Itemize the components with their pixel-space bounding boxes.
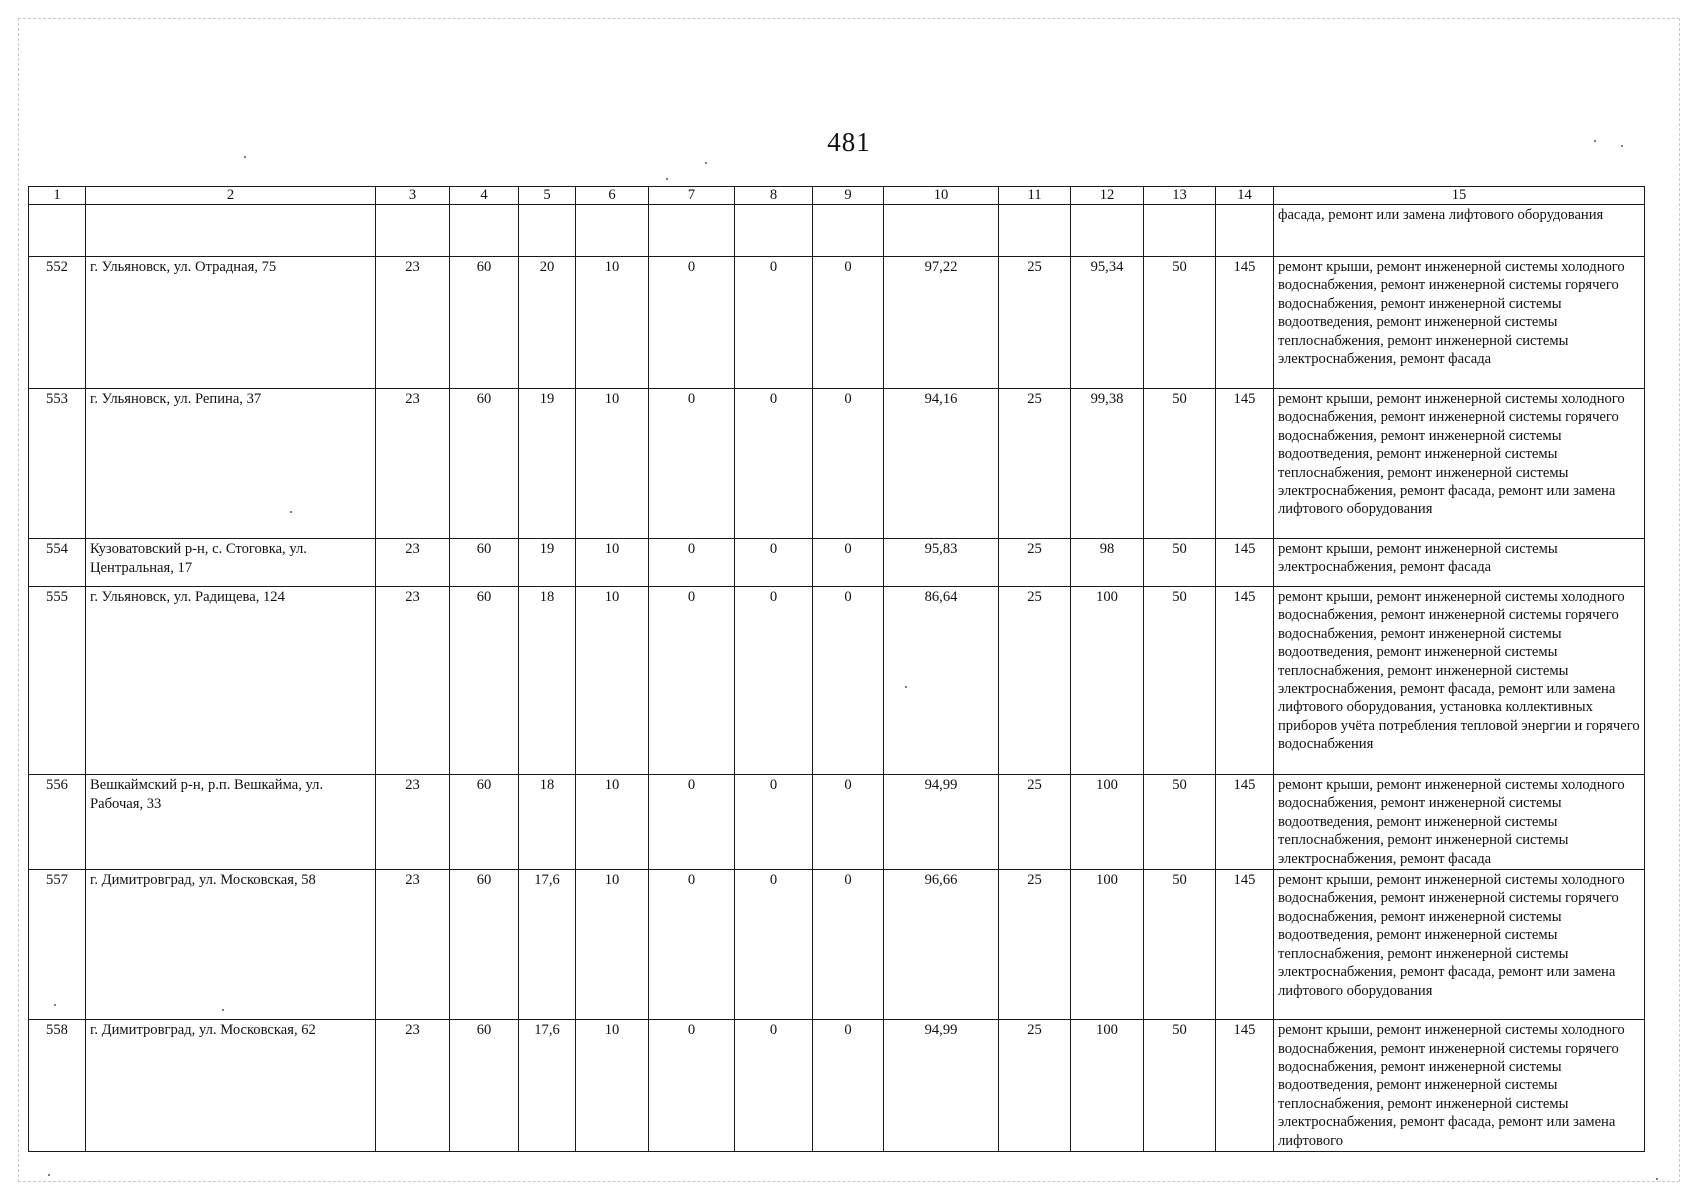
value-cell-col-11: 25 [999,775,1071,870]
value-cell-col-7: 0 [649,539,735,587]
value-cell-col-14: 145 [1216,539,1274,587]
value-cell-col-3: 23 [376,257,450,389]
value-cell-col-14: 145 [1216,775,1274,870]
row-number-cell: 553 [29,389,86,539]
address-cell: Кузоватовский р-н, с. Стоговка, ул. Центральная, 17 [86,539,376,587]
value-cell-col-10: 94,99 [884,1020,999,1152]
value-cell-col-8: 0 [735,775,813,870]
table-row [29,1020,1645,1152]
column-header: 14 [1216,187,1274,205]
value-cell-col-9: 0 [813,257,884,389]
value-cell-col-14: 145 [1216,389,1274,539]
scan-speck [54,1004,56,1006]
value-cell-col-5: 19 [519,539,576,587]
value-cell-col-11: 25 [999,389,1071,539]
value-cell-col-6: 10 [576,1020,649,1152]
value-cell-col-13: 50 [1144,775,1216,870]
value-cell-col-7: 0 [649,775,735,870]
value-cell-col-4: 60 [450,389,519,539]
works-cell: ремонт крыши, ремонт инженерной системы электроснабжения, ремонт фасада [1274,539,1645,587]
continuation-row [29,205,1645,257]
address-cell: г. Ульяновск, ул. Репина, 37 [86,389,376,539]
address-cell: Вешкаймский р-н, р.п. Вешкайма, ул. Рабочая, 33 [86,775,376,870]
table-row [29,389,1645,539]
column-header: 2 [86,187,376,205]
value-cell-col-4: 60 [450,775,519,870]
value-cell-col-4: 60 [450,1020,519,1152]
column-header: 5 [519,187,576,205]
scan-speck [244,156,246,158]
value-cell-col-13: 50 [1144,870,1216,1020]
value-cell-col-9: 0 [813,587,884,775]
row-number-cell: 556 [29,775,86,870]
value-cell-col-10: 95,83 [884,539,999,587]
value-cell-col-10: 97,22 [884,257,999,389]
value-cell-col-3: 23 [376,775,450,870]
column-header: 6 [576,187,649,205]
value-cell-col-6: 10 [576,870,649,1020]
column-header: 4 [450,187,519,205]
column-header: 13 [1144,187,1216,205]
works-cell: ремонт крыши, ремонт инженерной системы холодного водоснабжения, ремонт инженерной системы водоотведения, ремонт инженерной системы теплоснабжения, ремонт инженерной системы электроснабжения, ремонт фасада [1274,775,1645,870]
column-header: 9 [813,187,884,205]
row-number-cell: 552 [29,257,86,389]
works-cell: ремонт крыши, ремонт инженерной системы холодного водоснабжения, ремонт инженерной системы горячего водоснабжения, ремонт инженерной системы водоотведения, ремонт инженерной системы теплоснабжения, ремонт инженерной системы электроснабжения, ремонт фасада, ремонт или замена лифтового [1274,1020,1645,1152]
address-cell: г. Димитровград, ул. Московская, 62 [86,1020,376,1152]
column-header: 11 [999,187,1071,205]
address-cell: г. Димитровград, ул. Московская, 58 [86,870,376,1020]
scan-speck [705,162,707,164]
table-row [29,775,1645,870]
works-cell: ремонт крыши, ремонт инженерной системы холодного водоснабжения, ремонт инженерной системы горячего водоснабжения, ремонт инженерной системы водоотведения, ремонт инженерной системы теплоснабжения, ремонт инженерной системы электроснабжения, ремонт фасада, ремонт или замена лифтового оборудования [1274,870,1645,1020]
scan-speck [666,178,668,180]
value-cell-col-4: 60 [450,587,519,775]
value-cell-col-13: 50 [1144,389,1216,539]
works-cell: фасада, ремонт или замена лифтового оборудования [1274,205,1645,257]
address-cell: г. Ульяновск, ул. Отрадная, 75 [86,257,376,389]
table-row [29,587,1645,775]
value-cell-col-11: 25 [999,870,1071,1020]
column-number-row [29,187,1645,205]
column-header: 8 [735,187,813,205]
value-cell-col-7: 0 [649,1020,735,1152]
repair-program-table [28,186,1645,1152]
value-cell-col-5: 20 [519,257,576,389]
value-cell-col-4: 60 [450,539,519,587]
value-cell-col-8: 0 [735,870,813,1020]
column-header: 3 [376,187,450,205]
value-cell-col-9: 0 [813,870,884,1020]
value-cell-col-14: 145 [1216,870,1274,1020]
value-cell-col-8: 0 [735,1020,813,1152]
value-cell-col-9: 0 [813,389,884,539]
value-cell-col-12: 100 [1071,775,1144,870]
value-cell-col-14: 145 [1216,1020,1274,1152]
scan-speck [1656,1178,1658,1180]
value-cell-col-3: 23 [376,870,450,1020]
works-cell: ремонт крыши, ремонт инженерной системы холодного водоснабжения, ремонт инженерной системы горячего водоснабжения, ремонт инженерной системы водоотведения, ремонт инженерной системы теплоснабжения, ремонт инженерной системы электроснабжения, ремонт фасада [1274,257,1645,389]
value-cell-col-6: 10 [576,257,649,389]
value-cell-col-13: 50 [1144,257,1216,389]
value-cell-col-12: 100 [1071,587,1144,775]
table-row [29,257,1645,389]
value-cell-col-10: 94,16 [884,389,999,539]
value-cell-col-5: 18 [519,775,576,870]
scan-speck [1594,140,1596,142]
row-number-cell: 557 [29,870,86,1020]
value-cell-col-4: 60 [450,870,519,1020]
value-cell-col-4: 60 [450,257,519,389]
value-cell-col-11: 25 [999,1020,1071,1152]
scan-speck [48,1174,50,1176]
value-cell-col-13: 50 [1144,539,1216,587]
value-cell-col-6: 10 [576,587,649,775]
value-cell-col-5: 19 [519,389,576,539]
value-cell-col-3: 23 [376,1020,450,1152]
value-cell-col-9: 0 [813,1020,884,1152]
value-cell-col-6: 10 [576,539,649,587]
column-header: 15 [1274,187,1645,205]
value-cell-col-8: 0 [735,257,813,389]
value-cell-col-3: 23 [376,539,450,587]
value-cell-col-9: 0 [813,775,884,870]
value-cell-col-11: 25 [999,587,1071,775]
row-number-cell: 558 [29,1020,86,1152]
value-cell-col-7: 0 [649,870,735,1020]
value-cell-col-5: 17,6 [519,870,576,1020]
value-cell-col-3: 23 [376,389,450,539]
scan-speck [290,511,292,513]
scan-speck [222,1009,224,1011]
page-number: 481 [827,127,871,157]
value-cell-col-8: 0 [735,389,813,539]
row-number-cell: 555 [29,587,86,775]
scan-speck [905,686,907,688]
value-cell-col-13: 50 [1144,1020,1216,1152]
column-header: 10 [884,187,999,205]
value-cell-col-7: 0 [649,389,735,539]
value-cell-col-5: 18 [519,587,576,775]
value-cell-col-8: 0 [735,587,813,775]
value-cell-col-10: 86,64 [884,587,999,775]
value-cell-col-12: 98 [1071,539,1144,587]
value-cell-col-3: 23 [376,587,450,775]
column-header: 1 [29,187,86,205]
value-cell-col-10: 96,66 [884,870,999,1020]
column-header: 12 [1071,187,1144,205]
scan-speck [1621,145,1623,147]
address-cell: г. Ульяновск, ул. Радищева, 124 [86,587,376,775]
value-cell-col-14: 145 [1216,257,1274,389]
value-cell-col-5: 17,6 [519,1020,576,1152]
works-cell: ремонт крыши, ремонт инженерной системы холодного водоснабжения, ремонт инженерной системы горячего водоснабжения, ремонт инженерной системы водоотведения, ремонт инженерной системы теплоснабжения, ремонт инженерной системы электроснабжения, ремонт фасада, ремонт или замена лифтового оборудования [1274,389,1645,539]
value-cell-col-12: 100 [1071,1020,1144,1152]
value-cell-col-7: 0 [649,587,735,775]
table-row [29,539,1645,587]
value-cell-col-14: 145 [1216,587,1274,775]
value-cell-col-12: 100 [1071,870,1144,1020]
works-cell: ремонт крыши, ремонт инженерной системы холодного водоснабжения, ремонт инженерной системы горячего водоснабжения, ремонт инженерной системы водоотведения, ремонт инженерной системы теплоснабжения, ремонт инженерной системы электроснабжения, ремонт фасада, ремонт или замена лифтового оборудования, установка коллективных приборов учёта потребления тепловой энергии и горячего водоснабжения [1274,587,1645,775]
row-number-cell: 554 [29,539,86,587]
value-cell-col-12: 95,34 [1071,257,1144,389]
value-cell-col-12: 99,38 [1071,389,1144,539]
table-row [29,870,1645,1020]
value-cell-col-6: 10 [576,775,649,870]
value-cell-col-10: 94,99 [884,775,999,870]
value-cell-col-11: 25 [999,257,1071,389]
column-header: 7 [649,187,735,205]
value-cell-col-13: 50 [1144,587,1216,775]
value-cell-col-7: 0 [649,257,735,389]
value-cell-col-9: 0 [813,539,884,587]
value-cell-col-6: 10 [576,389,649,539]
value-cell-col-8: 0 [735,539,813,587]
value-cell-col-11: 25 [999,539,1071,587]
